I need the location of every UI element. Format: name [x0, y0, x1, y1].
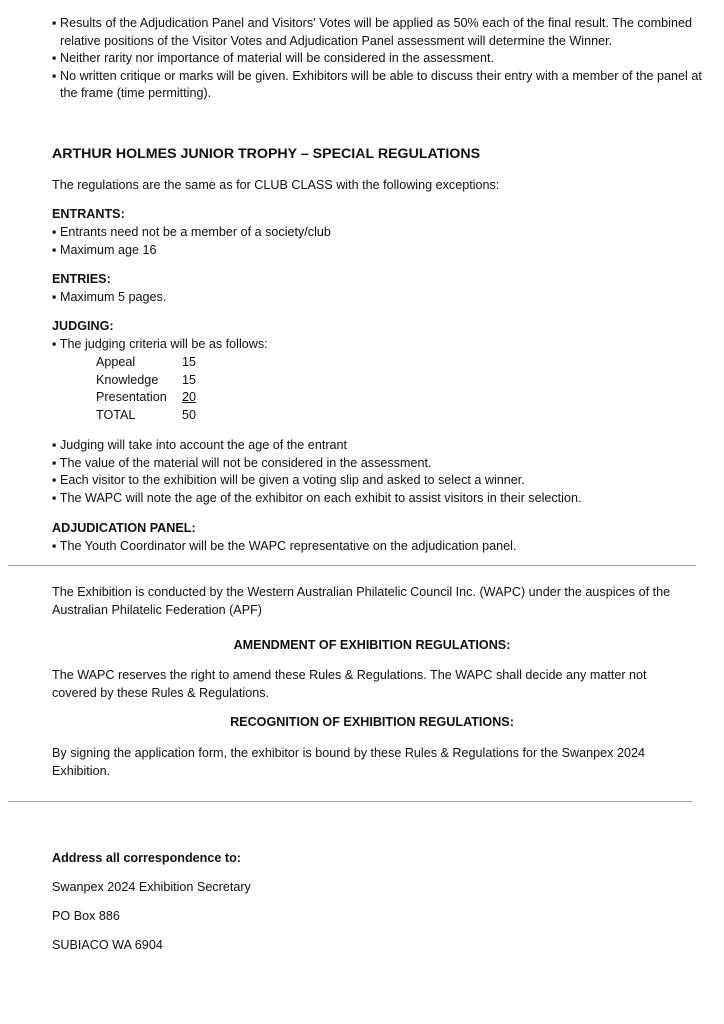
address-line: PO Box 886	[52, 909, 120, 923]
list-item: ▪ Entrants need not be a member of a society/club	[52, 225, 331, 239]
criterion-label: Knowledge	[96, 372, 159, 387]
table-row	[96, 354, 196, 372]
bullet-icon: ▪	[52, 16, 57, 30]
amendment-heading: AMENDMENT OF EXHIBITION REGULATIONS:	[233, 638, 511, 652]
list-item: ▪ No written critique or marks will be given. Exhibitors will be able to discuss their entry with a member of the panel at the frame (time permitting).	[52, 68, 702, 100]
bullet-icon: ▪	[52, 290, 57, 304]
bullet-icon: ▪	[52, 242, 57, 257]
bullet-icon: ▪	[52, 51, 57, 65]
recognition-text: By signing the application form, the exhibitor is bound by these Rules & Regulations for the Swanpex 2024 Exhibition.	[52, 746, 645, 778]
criterion-value: 50	[182, 407, 197, 422]
top-bullet-list	[52, 15, 702, 103]
bullet-icon: ▪	[52, 225, 57, 239]
address-line: SUBIACO WA 6904	[52, 938, 163, 952]
criterion-label: Presentation	[96, 390, 167, 404]
judging-lead: ▪ The judging criteria will be as follows:	[52, 337, 268, 351]
bullet-icon: ▪	[52, 539, 57, 553]
list-item: ▪ The Youth Coordinator will be the WAPC representative on the adjudication panel.	[52, 539, 517, 553]
list-item: ▪ Judging will take into account the age of the entrant	[52, 438, 348, 452]
criterion-label: Appeal	[96, 355, 136, 369]
adjudication-panel-heading: ADJUDICATION PANEL:	[52, 521, 196, 535]
adjudication-panel-list	[52, 538, 692, 556]
list-item: ▪ Maximum age 16	[52, 242, 157, 257]
junior-intro: The regulations are the same as for CLUB CLASS with the following exceptions:	[52, 178, 500, 192]
entries-heading: ENTRIES:	[52, 272, 111, 286]
bullet-icon: ▪	[52, 455, 57, 470]
address-heading: Address all correspondence to:	[52, 851, 241, 865]
judging-heading: JUDGING:	[52, 319, 114, 333]
entries-list	[52, 289, 692, 307]
list-item: ▪ Maximum 5 pages.	[52, 290, 167, 304]
entrants-heading: ENTRANTS:	[52, 207, 125, 221]
table-row	[96, 407, 196, 425]
bullet-icon: ▪	[52, 438, 57, 452]
bullet-icon: ▪	[52, 473, 57, 487]
amendment-text: The WAPC reserves the right to amend these Rules & Regulations. The WAPC shall decide any matter not covered by these Rules & Regulations.	[52, 668, 647, 700]
entrants-list	[52, 224, 692, 259]
junior-trophy-title: ARTHUR HOLMES JUNIOR TROPHY – SPECIAL REGULATIONS	[52, 146, 481, 162]
criterion-value: 15	[182, 355, 197, 369]
criterion-label: TOTAL	[96, 407, 136, 422]
list-item: ▪ The WAPC will note the age of the exhibitor on each exhibit to assist visitors in their selection.	[52, 490, 582, 505]
section-divider	[8, 801, 692, 802]
criterion-value: 15	[182, 372, 197, 387]
address-line: Swanpex 2024 Exhibition Secretary	[52, 880, 251, 894]
exhibition-statement: The Exhibition is conducted by the Western Australian Philatelic Council Inc. (WAPC) under the auspices of the Australian Philatelic Federation (APF)	[52, 585, 671, 617]
judging-list	[52, 437, 702, 507]
recognition-heading: RECOGNITION OF EXHIBITION REGULATIONS:	[230, 715, 514, 729]
list-item: ▪ The value of the material will not be considered in the assessment.	[52, 455, 432, 470]
bullet-icon: ▪	[52, 490, 57, 505]
bullet-icon: ▪	[52, 337, 57, 351]
judging-criteria-table	[96, 354, 196, 424]
list-item: ▪ Each visitor to the exhibition will be given a voting slip and asked to select a winner.	[52, 473, 525, 487]
section-divider	[8, 565, 696, 566]
list-item: ▪ Results of the Adjudication Panel and Visitors' Votes will be applied as 50% each of the final result. The combined relative positions of the Visitor Votes and Adjudication Panel assessment will determine the Winner.	[52, 16, 692, 48]
bullet-icon: ▪	[52, 68, 57, 83]
table-row	[96, 389, 196, 407]
criterion-value: 20	[182, 390, 197, 404]
list-item: ▪ Neither rarity nor importance of material will be considered in the assessment.	[52, 51, 494, 65]
table-row	[96, 372, 196, 390]
